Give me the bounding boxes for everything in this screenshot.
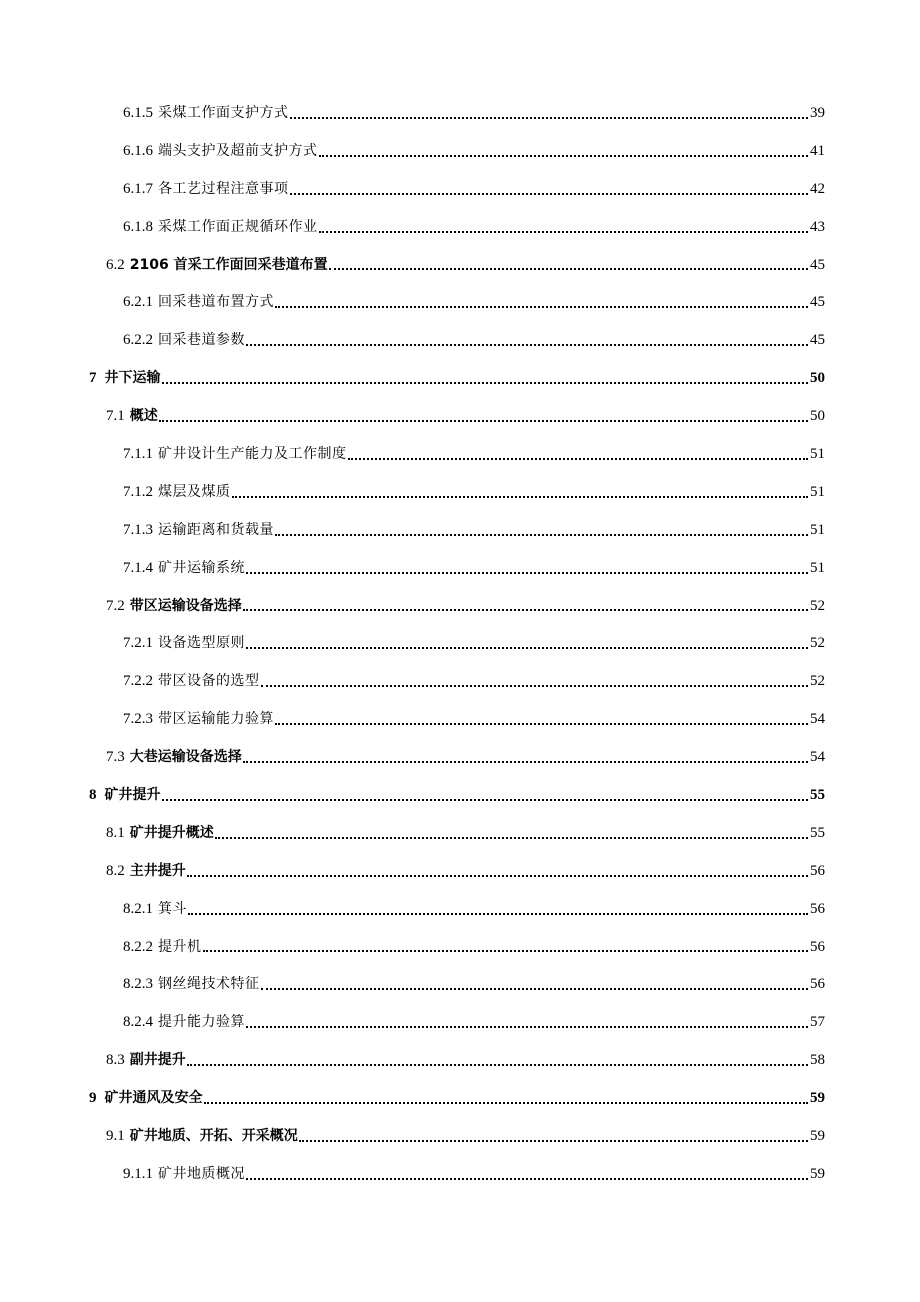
toc-entry[interactable]	[0, 359, 920, 397]
toc-entry[interactable]	[0, 132, 920, 170]
toc-dot-leader	[187, 1063, 808, 1066]
toc-entry[interactable]	[0, 624, 920, 662]
toc-entry[interactable]	[0, 1003, 920, 1041]
toc-entry-page-number: 56	[810, 900, 825, 917]
toc-entry-title: 矿井通风及安全	[104, 1090, 203, 1107]
toc-entry-page-number: 45	[810, 294, 825, 311]
toc-entry[interactable]	[0, 1041, 920, 1079]
toc-entry[interactable]	[0, 321, 920, 359]
toc-entry-title: 采煤工作面支护方式	[158, 104, 289, 121]
toc-dot-leader	[232, 495, 809, 498]
toc-entry-page-number: 54	[810, 749, 825, 766]
toc-entry-page-number: 55	[810, 824, 825, 841]
toc-entry-number: 8.2.4	[123, 1014, 153, 1031]
toc-entry-title: 副井提升	[129, 1052, 186, 1069]
toc-entry[interactable]	[0, 208, 920, 246]
toc-entry-number: 8.2.3	[123, 976, 153, 993]
toc-entry-title: 矿井运输系统	[158, 559, 245, 576]
toc-entry-title: 矿井地质、开拓、开采概况	[129, 1127, 298, 1144]
toc-entry-number: 7.2.3	[123, 711, 153, 728]
toc-dot-leader	[187, 874, 808, 877]
toc-entry-page-number: 59	[810, 1090, 825, 1107]
toc-entry-number: 9.1.1	[123, 1165, 153, 1182]
toc-entry-number: 6.1.6	[123, 142, 153, 159]
toc-entry-page-number: 52	[810, 673, 825, 690]
toc-entry[interactable]	[0, 890, 920, 928]
toc-dot-leader	[290, 192, 809, 195]
toc-entry[interactable]	[0, 776, 920, 814]
toc-dot-leader	[246, 1177, 808, 1180]
toc-entry-number: 8.2.1	[123, 900, 153, 917]
toc-dot-leader	[275, 722, 808, 725]
toc-entry-title: 钢丝绳技术特征	[158, 976, 260, 993]
toc-entry-title: 井下运输	[104, 370, 161, 387]
toc-entry-title: 2106 首采工作面回采巷道布置	[129, 256, 328, 273]
toc-entry-number: 6.1.7	[123, 180, 153, 197]
toc-entry-title: 回采巷道布置方式	[158, 294, 274, 311]
toc-dot-leader	[246, 646, 808, 649]
toc-entry[interactable]	[0, 170, 920, 208]
toc-dot-leader	[215, 836, 808, 839]
toc-entry-page-number: 50	[810, 408, 825, 425]
toc-dot-leader	[261, 684, 809, 687]
toc-entry-page-number: 45	[810, 256, 825, 273]
toc-entry[interactable]	[0, 814, 920, 852]
toc-dot-leader	[243, 608, 808, 611]
toc-entry-number: 8.2.2	[123, 938, 153, 955]
toc-entry-title: 带区设备的选型	[158, 673, 260, 690]
toc-entry-number: 8.3	[106, 1052, 125, 1069]
toc-dot-leader	[319, 230, 809, 233]
toc-entry[interactable]	[0, 662, 920, 700]
toc-entry-title: 提升能力验算	[158, 1014, 245, 1031]
toc-entry-number: 7.3	[106, 749, 125, 766]
toc-entry-title: 运输距离和货载量	[158, 521, 274, 538]
toc-entry-page-number: 43	[810, 218, 825, 235]
toc-entry[interactable]	[0, 94, 920, 132]
toc-entry-page-number: 51	[810, 483, 825, 500]
toc-entry-number: 8.2	[106, 862, 125, 879]
toc-entry-number: 8.1	[106, 824, 125, 841]
toc-entry-page-number: 51	[810, 445, 825, 462]
toc-entry-page-number: 52	[810, 635, 825, 652]
toc-dot-leader	[261, 987, 809, 990]
toc-entry-number: 9.1	[106, 1127, 125, 1144]
toc-entry-title: 端头支护及超前支护方式	[158, 142, 318, 159]
toc-entry[interactable]	[0, 246, 920, 284]
toc-entry-page-number: 56	[810, 938, 825, 955]
toc-dot-leader	[299, 1139, 808, 1142]
toc-dot-leader	[275, 305, 808, 308]
toc-entry-title: 矿井提升概述	[129, 824, 214, 841]
toc-entry-title: 概述	[129, 408, 158, 425]
toc-entry-number: 7.2	[106, 597, 125, 614]
toc-entry[interactable]	[0, 965, 920, 1003]
toc-entry-page-number: 59	[810, 1127, 825, 1144]
toc-dot-leader	[319, 154, 809, 157]
toc-entry-title: 矿井地质概况	[158, 1165, 245, 1182]
toc-entry-page-number: 51	[810, 559, 825, 576]
toc-entry-page-number: 42	[810, 180, 825, 197]
toc-entry-page-number: 45	[810, 332, 825, 349]
toc-entry-page-number: 39	[810, 104, 825, 121]
toc-entry-page-number: 56	[810, 976, 825, 993]
toc-entry-number: 6.2.2	[123, 332, 153, 349]
toc-dot-leader	[162, 798, 809, 801]
toc-entry-page-number: 54	[810, 711, 825, 728]
toc-entry-title: 回采巷道参数	[158, 332, 245, 349]
toc-entry[interactable]	[0, 473, 920, 511]
toc-entry-number: 6.1.5	[123, 104, 153, 121]
toc-entry[interactable]	[0, 511, 920, 549]
toc-entry[interactable]	[0, 738, 920, 776]
toc-entry-number: 7.2.1	[123, 635, 153, 652]
toc-entry-page-number: 58	[810, 1052, 825, 1069]
toc-entry[interactable]	[0, 283, 920, 321]
toc-dot-leader	[246, 571, 808, 574]
toc-entry-page-number: 50	[810, 370, 825, 387]
toc-entry-page-number: 41	[810, 142, 825, 159]
toc-entry-number: 7.1.1	[123, 445, 153, 462]
toc-entry-number: 9	[89, 1090, 97, 1107]
toc-dot-leader	[348, 457, 809, 460]
toc-entry[interactable]	[0, 397, 920, 435]
toc-dot-leader	[159, 419, 808, 422]
toc-entry-title: 主井提升	[129, 862, 186, 879]
toc-entry-number: 7.1.2	[123, 483, 153, 500]
toc-entry[interactable]	[0, 700, 920, 738]
toc-entry-page-number: 51	[810, 521, 825, 538]
toc-entry-title: 各工艺过程注意事项	[158, 180, 289, 197]
toc-entry-page-number: 52	[810, 597, 825, 614]
toc-entry[interactable]	[0, 1155, 920, 1193]
toc-entry-title: 带区运输设备选择	[129, 597, 242, 614]
toc-entry[interactable]	[0, 852, 920, 890]
toc-entry[interactable]	[0, 435, 920, 473]
toc-dot-leader	[162, 381, 809, 384]
toc-dot-leader	[204, 1101, 809, 1104]
toc-entry-number: 7.1.4	[123, 559, 153, 576]
toc-dot-leader	[246, 1025, 808, 1028]
table-of-contents	[0, 94, 920, 1193]
toc-dot-leader	[188, 912, 808, 915]
toc-entry-title: 带区运输能力验算	[158, 711, 274, 728]
toc-entry-page-number: 55	[810, 786, 825, 803]
toc-entry-page-number: 57	[810, 1014, 825, 1031]
toc-entry-title: 提升机	[158, 938, 202, 955]
toc-entry[interactable]	[0, 1117, 920, 1155]
toc-entry-number: 7	[89, 370, 97, 387]
toc-entry-title: 箕斗	[158, 900, 187, 917]
toc-entry-title: 矿井设计生产能力及工作制度	[158, 445, 347, 462]
toc-entry-number: 6.2.1	[123, 294, 153, 311]
toc-entry-number: 7.1.3	[123, 521, 153, 538]
toc-entry-title: 采煤工作面正规循环作业	[158, 218, 318, 235]
toc-entry-number: 6.2	[106, 256, 125, 273]
toc-entry[interactable]	[0, 928, 920, 966]
toc-entry-page-number: 56	[810, 862, 825, 879]
toc-dot-leader	[329, 267, 808, 270]
toc-entry-title: 煤层及煤质	[158, 483, 231, 500]
toc-entry[interactable]	[0, 1079, 920, 1117]
toc-entry-page-number: 59	[810, 1165, 825, 1182]
toc-entry-title: 大巷运输设备选择	[129, 749, 242, 766]
toc-dot-leader	[243, 760, 808, 763]
toc-dot-leader	[275, 533, 808, 536]
toc-entry-number: 7.2.2	[123, 673, 153, 690]
toc-entry[interactable]	[0, 549, 920, 587]
toc-entry-number: 7.1	[106, 408, 125, 425]
toc-dot-leader	[203, 949, 809, 952]
toc-entry[interactable]	[0, 587, 920, 625]
toc-entry-title: 矿井提升	[104, 786, 161, 803]
toc-dot-leader	[246, 343, 808, 346]
toc-entry-title: 设备选型原则	[158, 635, 245, 652]
toc-entry-number: 8	[89, 786, 97, 803]
toc-entry-number: 6.1.8	[123, 218, 153, 235]
toc-dot-leader	[290, 116, 809, 119]
